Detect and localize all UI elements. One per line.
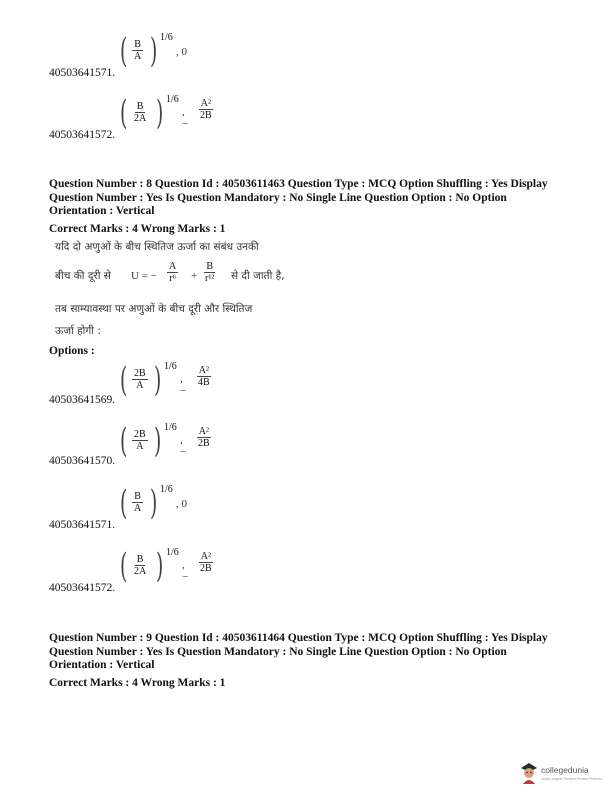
options-label: Options : [49, 345, 95, 357]
question-header: Question Number : 8 Question Id : 40503611463 Question Type : MCQ Option Shuffling : Yes Display Question Number : Yes Is Question Mandatory : No Single Line Question Option : No Option Orientation : Vertical [49, 178, 548, 217]
mascot-icon [518, 758, 540, 784]
option-id: 40503641570. [49, 455, 116, 467]
option-id: 40503641569. [49, 394, 116, 406]
question-header: Question Number : 9 Question Id : 40503611464 Question Type : MCQ Option Shuffling : Yes Display Question Number : Yes Is Question Mandatory : No Single Line Question Option : No Option Orientation : Vertical [49, 632, 548, 671]
option-id: 40503641571. [49, 519, 116, 531]
option-id: 40503641572. [49, 582, 116, 594]
option-id: 40503641571. [49, 67, 116, 79]
marks-line: Correct Marks : 4 Wrong Marks : 1 [49, 677, 226, 689]
marks-line: Correct Marks : 4 Wrong Marks : 1 [49, 223, 226, 235]
question-text-image: यदि दो अणुओं के बीच स्थितिज ऊर्जा का संबंध उनकी बीच की दूरी से U = − $\frac{A}{\text{r⁶}}$ + $\frac{B}{\text{r¹²}}$ से दी जाती है, तब साम्यावस्था पर अणुओं के बीच दूरी और स्थितिज ऊर्जा होगी : [55, 241, 285, 337]
option-id: 40503641572. [49, 129, 116, 141]
collegedunia-logo: collegedunia India's largest Student Review Platform [518, 758, 608, 786]
